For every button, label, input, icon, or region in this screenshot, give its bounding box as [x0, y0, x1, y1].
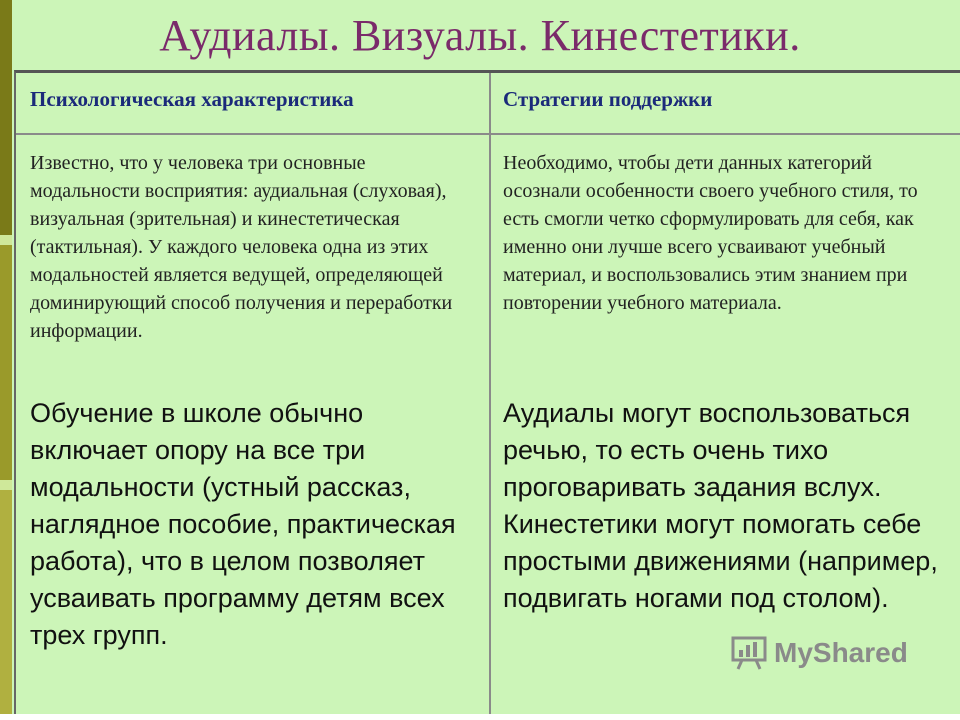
right-paragraph-small: Необходимо, чтобы дети данных категорий осознали особенности своего учебного стиля, то есть смогли четко сформулировать для себя, как именно они лучше всего усваивают учебный материал, и воспользовались этим знанием при повторении учебного материала. [503, 152, 918, 314]
header-divider [16, 133, 960, 135]
right-paragraph-large: Аудиалы могут воспользоваться речью, то есть очень тихо проговаривать задания вслух. Кинестетики могут помогать себе простыми движениями (например, подвигать ногами под столом). [503, 398, 938, 613]
presentation-board-icon [730, 636, 768, 670]
content-table [14, 70, 960, 715]
bottom-strip [0, 714, 960, 720]
side-accent-bar [0, 0, 12, 720]
header-support-strategies: Стратегии поддержки [503, 87, 713, 111]
left-paragraph-small: Известно, что у человека три основные модальности восприятия: аудиальная (слуховая), визуальная (зрительная) и кинестетическая (тактильная). У каждого человека одна из этих модальностей является ведущей, определяющей доминирующий способ получения и переработки информации. [30, 152, 453, 342]
column-divider [489, 73, 491, 715]
watermark-text: MyShared [774, 637, 908, 668]
slide-title: Аудиалы. Визуалы. Кинестетики. [159, 11, 801, 60]
watermark [730, 636, 908, 670]
header-psychological-characteristic: Психологическая характеристика [30, 87, 354, 111]
left-paragraph-large: Обучение в школе обычно включает опору на все три модальности (устный рассказ, наглядное пособие, практическая работа), что в целом позволяет усваивать программу детям всех трех групп. [30, 398, 456, 650]
